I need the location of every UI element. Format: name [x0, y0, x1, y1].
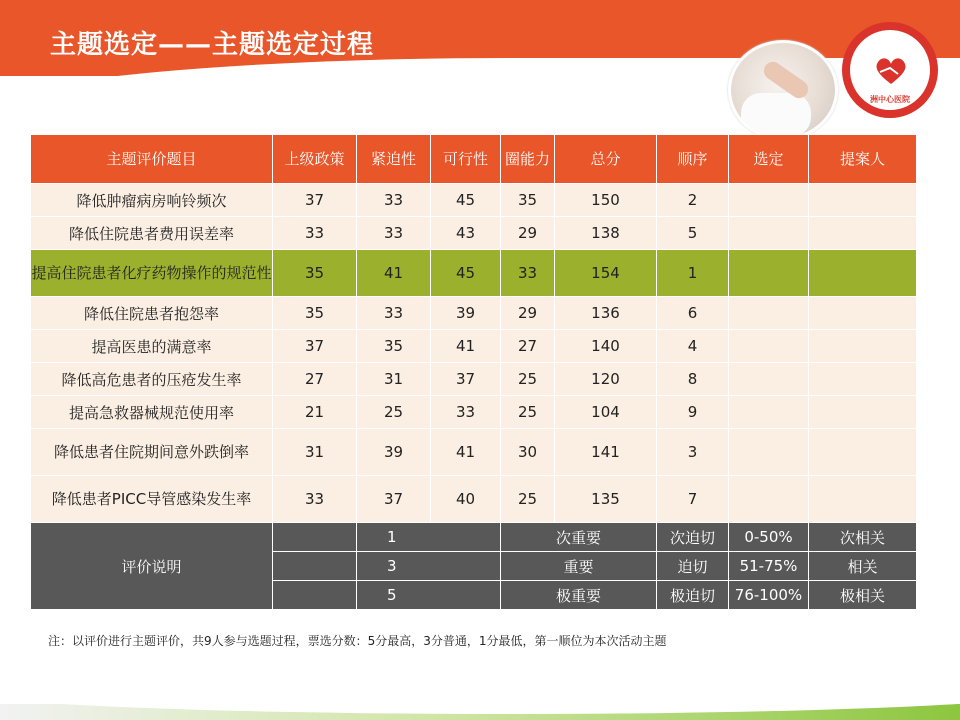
proposer-cell [809, 217, 917, 250]
feasibility-cell: 41 [431, 429, 501, 476]
proposer-cell [809, 330, 917, 363]
total-cell: 150 [555, 184, 657, 217]
header-proposer: 提案人 [809, 135, 917, 184]
total-cell: 104 [555, 396, 657, 429]
policy-cell: 33 [273, 217, 357, 250]
selected-cell [729, 250, 809, 297]
proposer-cell [809, 250, 917, 297]
policy-cell: 21 [273, 396, 357, 429]
legend-percent: 51-75% [729, 552, 809, 581]
selected-cell [729, 429, 809, 476]
feasibility-cell: 43 [431, 217, 501, 250]
capability-cell: 29 [501, 217, 555, 250]
table-row [31, 429, 917, 476]
rank-cell: 1 [657, 250, 729, 297]
table-row [31, 396, 917, 429]
legend-blank [273, 523, 357, 552]
proposer-cell [809, 363, 917, 396]
proposer-cell [809, 396, 917, 429]
legend-score: 3 [357, 552, 501, 581]
legend-relevance: 次相关 [809, 523, 917, 552]
footnote: 注：以评价进行主题评价，共9人参与选题过程，票选分数：5分最高，3分普通，1分最低，第一顺位为本次活动主题 [48, 634, 667, 648]
capability-cell: 33 [501, 250, 555, 297]
legend-importance: 次重要 [501, 523, 657, 552]
capability-cell: 25 [501, 363, 555, 396]
total-cell: 135 [555, 476, 657, 523]
header-topic: 主题评价题目 [31, 135, 273, 184]
capability-cell: 25 [501, 396, 555, 429]
topic-cell: 降低肿瘤病房响铃频次 [31, 184, 273, 217]
proposer-cell [809, 429, 917, 476]
evaluation-label: 评价说明 [31, 523, 273, 610]
rank-cell: 2 [657, 184, 729, 217]
legend-urgency: 极迫切 [657, 581, 729, 610]
total-cell: 120 [555, 363, 657, 396]
urgency-cell: 41 [357, 250, 431, 297]
page-title: 主题选定——主题选定过程 [50, 30, 375, 60]
capability-cell: 35 [501, 184, 555, 217]
topic-cell: 降低住院患者抱怨率 [31, 297, 273, 330]
topic-cell: 提高医患的满意率 [31, 330, 273, 363]
legend-score: 5 [357, 581, 501, 610]
logo-text: Hand in Hand [869, 36, 911, 43]
capability-cell: 29 [501, 297, 555, 330]
feasibility-cell: 39 [431, 297, 501, 330]
header-policy: 上级政策 [273, 135, 357, 184]
header-total: 总分 [555, 135, 657, 184]
table-row [31, 363, 917, 396]
urgency-cell: 31 [357, 363, 431, 396]
total-cell: 138 [555, 217, 657, 250]
rank-cell: 9 [657, 396, 729, 429]
legend-importance: 重要 [501, 552, 657, 581]
feasibility-cell: 40 [431, 476, 501, 523]
header-urgency: 紧迫性 [357, 135, 431, 184]
legend-urgency: 次迫切 [657, 523, 729, 552]
total-cell: 140 [555, 330, 657, 363]
feasibility-cell: 33 [431, 396, 501, 429]
rank-cell: 8 [657, 363, 729, 396]
policy-cell: 35 [273, 250, 357, 297]
selected-cell [729, 396, 809, 429]
total-cell: 136 [555, 297, 657, 330]
urgency-cell: 33 [357, 297, 431, 330]
topic-cell: 降低患者PICC导管感染发生率 [31, 476, 273, 523]
legend-relevance: 相关 [809, 552, 917, 581]
table-row-selected [31, 250, 917, 297]
legend-blank [273, 581, 357, 610]
table-row [31, 476, 917, 523]
header-feasibility: 可行性 [431, 135, 501, 184]
urgency-cell: 37 [357, 476, 431, 523]
proposer-cell [809, 476, 917, 523]
topic-cell: 降低住院患者费用误差率 [31, 217, 273, 250]
selected-cell [729, 217, 809, 250]
selected-cell [729, 363, 809, 396]
legend-blank [273, 552, 357, 581]
selected-cell [729, 184, 809, 217]
feasibility-cell: 37 [431, 363, 501, 396]
rank-cell: 3 [657, 429, 729, 476]
urgency-cell: 35 [357, 330, 431, 363]
capability-cell: 30 [501, 429, 555, 476]
legend-urgency: 迫切 [657, 552, 729, 581]
legend-percent: 0-50% [729, 523, 809, 552]
urgency-cell: 39 [357, 429, 431, 476]
urgency-cell: 33 [357, 184, 431, 217]
table-header-row [31, 135, 917, 184]
legend-relevance: 极相关 [809, 581, 917, 610]
header-capability: 圈能力 [501, 135, 555, 184]
topic-cell: 降低高危患者的压疮发生率 [31, 363, 273, 396]
selected-cell [729, 330, 809, 363]
topic-cell: 提高急救器械规范使用率 [31, 396, 273, 429]
feasibility-cell: 41 [431, 330, 501, 363]
legend-percent: 76-100% [729, 581, 809, 610]
heart-hands-icon [874, 56, 908, 86]
urgency-cell: 25 [357, 396, 431, 429]
policy-cell: 35 [273, 297, 357, 330]
evaluation-table [30, 134, 917, 610]
urgency-cell: 33 [357, 217, 431, 250]
proposer-cell [809, 297, 917, 330]
policy-cell: 37 [273, 184, 357, 217]
total-cell: 154 [555, 250, 657, 297]
proposer-cell [809, 184, 917, 217]
topic-cell: 降低患者住院期间意外跌倒率 [31, 429, 273, 476]
table-row [31, 184, 917, 217]
table-row [31, 217, 917, 250]
header-selected: 选定 [729, 135, 809, 184]
legend-importance: 极重要 [501, 581, 657, 610]
logo-inner [850, 30, 930, 110]
rank-cell: 6 [657, 297, 729, 330]
rank-cell: 7 [657, 476, 729, 523]
policy-cell: 33 [273, 476, 357, 523]
header-rank: 顺序 [657, 135, 729, 184]
selected-cell [729, 297, 809, 330]
feasibility-cell: 45 [431, 184, 501, 217]
table-row [31, 297, 917, 330]
feasibility-cell: 45 [431, 250, 501, 297]
capability-cell: 27 [501, 330, 555, 363]
selected-cell [729, 476, 809, 523]
policy-cell: 27 [273, 363, 357, 396]
topic-cell: 提高住院患者化疗药物操作的规范性 [31, 250, 273, 297]
policy-cell: 31 [273, 429, 357, 476]
logo-caption: 洲中心医院 [870, 95, 910, 104]
hospital-logo [842, 22, 938, 118]
legend-score: 1 [357, 523, 501, 552]
rank-cell: 5 [657, 217, 729, 250]
total-cell: 141 [555, 429, 657, 476]
table-row [31, 330, 917, 363]
policy-cell: 37 [273, 330, 357, 363]
nurse-photo [728, 40, 838, 140]
photo-sleeve [741, 93, 811, 137]
rank-cell: 4 [657, 330, 729, 363]
capability-cell: 25 [501, 476, 555, 523]
legend-row [31, 523, 917, 552]
